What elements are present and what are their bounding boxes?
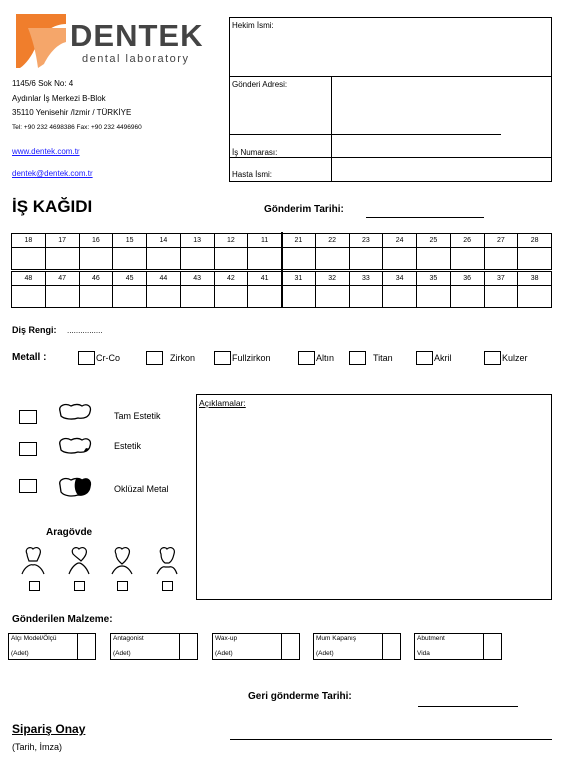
metal-label: Metall :	[12, 352, 47, 363]
material-count-field[interactable]	[483, 633, 502, 660]
upper-number: 17	[45, 234, 79, 248]
lower-number: 37	[484, 272, 518, 286]
checkbox-zirkon[interactable]	[146, 351, 163, 365]
tooth-cell[interactable]	[383, 248, 417, 270]
upper-number: 23	[349, 234, 383, 248]
job-number-field[interactable]	[333, 136, 550, 156]
patient-field[interactable]	[333, 159, 550, 180]
crown-type-tam-estetik: Tam Estetik	[114, 411, 161, 421]
metal-option-akril: Akril	[434, 353, 452, 363]
checkbox-titan[interactable]	[349, 351, 366, 365]
patient-label: Hasta İsmi:	[232, 170, 273, 179]
checkbox-okluzal-metal[interactable]	[19, 479, 37, 493]
order-approval-title: Sipariş Onay	[12, 722, 86, 736]
upper-number: 11	[248, 234, 282, 248]
lower-number: 38	[518, 272, 552, 286]
tooth-color-label: Diş Rengi:	[12, 325, 57, 335]
metal-option-fullzirkon: Fullzirkon	[232, 353, 271, 363]
material-count-field[interactable]	[382, 633, 401, 660]
tooth-color-field[interactable]: ................	[67, 326, 103, 335]
lower-number: 35	[417, 272, 451, 286]
tooth-cell[interactable]	[79, 248, 113, 270]
tooth-cell[interactable]	[282, 286, 316, 308]
checkbox-pontic-2[interactable]	[74, 581, 85, 591]
checkbox-estetik[interactable]	[19, 442, 37, 456]
tooth-cell[interactable]	[180, 248, 214, 270]
tooth-cell[interactable]	[12, 248, 46, 270]
pontic-types-icon	[19, 544, 183, 580]
tooth-cell[interactable]	[45, 286, 79, 308]
lower-number: 43	[180, 272, 214, 286]
doctor-label: Hekim İsmi:	[232, 21, 274, 30]
address-line-3: 35110 Yenisehir /Izmir / TÜRKİYE	[12, 108, 132, 117]
metal-option-cr-co: Cr-Co	[96, 353, 120, 363]
tooth-cell[interactable]	[518, 286, 552, 308]
lower-number: 36	[450, 272, 484, 286]
upper-number: 26	[450, 234, 484, 248]
job-number-label: İş Numarası:	[232, 148, 278, 157]
material-name: Mum Kapanış	[316, 635, 357, 642]
doctor-field[interactable]	[335, 20, 549, 74]
material-count-field[interactable]	[281, 633, 300, 660]
tooth-cell[interactable]	[417, 286, 451, 308]
material-name: Antagonist	[113, 635, 144, 642]
address-line-1: 1145/6 Sok No: 4	[12, 79, 74, 88]
material-unit: Vida	[417, 650, 430, 657]
return-date-field[interactable]	[418, 706, 518, 707]
tooth-cell[interactable]	[450, 286, 484, 308]
lower-number: 33	[349, 272, 383, 286]
lower-number: 46	[79, 272, 113, 286]
lower-number: 42	[214, 272, 248, 286]
checkbox-kulzer[interactable]	[484, 351, 501, 365]
metal-option-titan: Titan	[373, 353, 393, 363]
brand-name: DENTEK	[70, 18, 204, 53]
material-name: Alçı Model/Ölçü	[11, 635, 57, 642]
crown-full-esthetic-icon	[56, 402, 94, 422]
address-line-2: Aydınlar İş Merkezi B-Blok	[12, 94, 106, 103]
tooth-cell[interactable]	[79, 286, 113, 308]
checkbox-akril[interactable]	[416, 351, 433, 365]
phone-fax: Tel: +90 232 4698386 Fax: +90 232 4496960	[12, 124, 142, 131]
tooth-cell[interactable]	[518, 248, 552, 270]
return-date-label: Geri gönderme Tarihi:	[248, 691, 352, 702]
upper-number: 12	[214, 234, 248, 248]
checkbox-pontic-3[interactable]	[117, 581, 128, 591]
upper-number: 28	[518, 234, 552, 248]
tooth-cell[interactable]	[484, 286, 518, 308]
material-name: Wax-up	[215, 635, 238, 642]
material-unit: (Adet)	[113, 650, 131, 657]
page-title: İŞ KAĞIDI	[12, 197, 93, 216]
upper-number: 21	[282, 234, 316, 248]
metal-option-altin: Altın	[316, 353, 335, 363]
lower-number: 32	[315, 272, 349, 286]
lower-number: 34	[383, 272, 417, 286]
material-count-field[interactable]	[179, 633, 198, 660]
tooth-cell[interactable]	[214, 286, 248, 308]
checkbox-tam-estetik[interactable]	[19, 410, 37, 424]
send-date-label: Gönderim Tarihi:	[264, 204, 344, 215]
signature-field[interactable]	[230, 739, 552, 740]
crown-type-estetik: Estetik	[114, 441, 142, 451]
address-label: Gönderi Adresi:	[232, 80, 288, 89]
notes-label: Açıklamalar:	[199, 398, 246, 408]
email-link[interactable]: dentek@dentek.com.tr	[12, 169, 93, 178]
tooth-cell[interactable]	[113, 248, 147, 270]
material-unit: (Adet)	[316, 650, 334, 657]
upper-number: 18	[12, 234, 46, 248]
material-unit: (Adet)	[11, 650, 29, 657]
lower-number: 41	[248, 272, 282, 286]
tooth-cell[interactable]	[417, 248, 451, 270]
material-name: Abutment	[417, 635, 445, 642]
tooth-cell[interactable]	[450, 248, 484, 270]
lower-number: 45	[113, 272, 147, 286]
tooth-cell[interactable]	[214, 248, 248, 270]
tooth-cell[interactable]	[484, 248, 518, 270]
tooth-cell[interactable]	[282, 248, 316, 270]
lower-number: 31	[282, 272, 316, 286]
checkbox-altin[interactable]	[298, 351, 315, 365]
tooth-cell[interactable]	[315, 286, 349, 308]
tooth-cell[interactable]	[315, 248, 349, 270]
checkbox-fullzirkon[interactable]	[214, 351, 231, 365]
tooth-cell[interactable]	[383, 286, 417, 308]
order-approval-sub: (Tarih, İmza)	[12, 742, 63, 752]
metal-option-zirkon: Zirkon	[170, 353, 196, 363]
tooth-cell[interactable]	[180, 286, 214, 308]
upper-number: 13	[180, 234, 214, 248]
crown-occlusal-metal-icon	[56, 475, 94, 499]
website-link[interactable]: www.dentek.com.tr	[12, 147, 80, 156]
tooth-cell[interactable]	[248, 248, 282, 270]
upper-number: 25	[417, 234, 451, 248]
material-count-field[interactable]	[77, 633, 96, 660]
midline-divider	[281, 232, 283, 308]
tooth-cell[interactable]	[147, 248, 181, 270]
crown-type-okluzal-metal: Oklüzal Metal	[114, 484, 169, 494]
tooth-cell[interactable]	[349, 248, 383, 270]
checkbox-pontic-1[interactable]	[29, 581, 40, 591]
checkbox-cr-co[interactable]	[78, 351, 95, 365]
upper-number: 16	[79, 234, 113, 248]
tooth-cell[interactable]	[147, 286, 181, 308]
address-field[interactable]	[333, 78, 550, 133]
upper-number: 27	[484, 234, 518, 248]
send-date-field[interactable]	[366, 217, 484, 218]
tooth-cell[interactable]	[349, 286, 383, 308]
upper-number: 14	[147, 234, 181, 248]
brand-tagline: dental laboratory	[82, 53, 190, 65]
tooth-cell[interactable]	[12, 286, 46, 308]
dentek-logo-icon	[14, 12, 68, 70]
metal-option-kulzer: Kulzer	[502, 353, 528, 363]
upper-number: 22	[315, 234, 349, 248]
notes-box[interactable]	[196, 394, 552, 600]
checkbox-pontic-4[interactable]	[162, 581, 173, 591]
lower-number: 48	[12, 272, 46, 286]
crown-esthetic-icon	[56, 436, 94, 456]
lower-number: 47	[45, 272, 79, 286]
upper-number: 24	[383, 234, 417, 248]
tooth-cell[interactable]	[45, 248, 79, 270]
upper-number: 15	[113, 234, 147, 248]
materials-label: Gönderilen Malzeme:	[12, 614, 113, 625]
material-unit: (Adet)	[215, 650, 233, 657]
pontic-label: Aragövde	[46, 527, 93, 538]
tooth-cell[interactable]	[248, 286, 282, 308]
tooth-cell[interactable]	[113, 286, 147, 308]
lower-number: 44	[147, 272, 181, 286]
